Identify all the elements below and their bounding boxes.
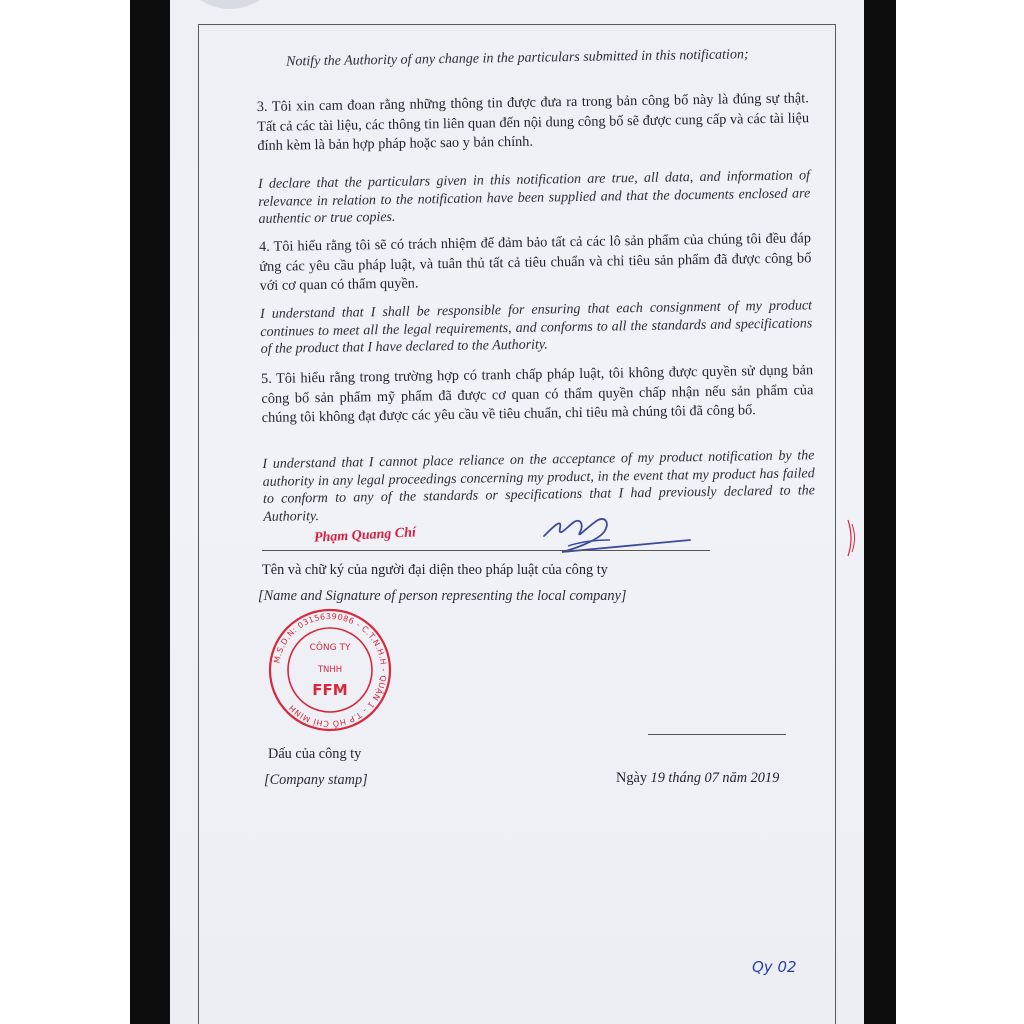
date-signature-line — [648, 734, 786, 735]
left-border-band — [130, 0, 174, 1024]
signature-caption-vietnamese: Tên và chữ ký của người đại diện theo pháp luật của công ty — [262, 562, 608, 578]
stamp-line-3: FFM — [312, 681, 348, 699]
stamp-line-1: CÔNG TY — [309, 643, 351, 653]
stamp-caption-vietnamese: Dấu của công ty — [268, 746, 362, 762]
stamp-seal-icon — [266, 606, 394, 734]
paragraph-5-english: I understand that I cannot place reliance on the acceptance of my product notification by the authority in any legal proceedings concerning my product, in the event that my product has failed to conform to any of the standards or specifications that I had previously declared to the Authority. — [262, 448, 816, 525]
signature-caption-english: [Name and Signature of person representing the local company] — [258, 588, 627, 604]
page-number-handwritten: Qy 02 — [752, 958, 797, 976]
document-date — [616, 770, 779, 787]
stamp-caption-english: [Company stamp] — [264, 772, 368, 788]
paragraph-3-english: I declare that the particulars given in this notification are true, all data, and information of relevance in relation to the notification have been supplied and that the documents enclosed are authentic or true copies. — [257, 168, 811, 227]
paragraph-4-vietnamese: 4. Tôi hiểu rằng tôi sẽ có trách nhiệm để đảm bảo tất cả các lô sản phẩm của chúng tôi đều đáp ứng các yêu cầu pháp luật, và tuân thủ tất cả tiêu chuẩn và chỉ tiêu sản phẩm đã được công bố với cơ quan có thẩm quyền. — [258, 230, 812, 294]
date-prefix: Ngày — [616, 770, 647, 786]
stamp-line-2: TNHH — [317, 665, 343, 675]
edge-bracket-icon — [846, 518, 858, 558]
stamp-ring-text: M.S.D.N: 0315639086 - C.T.N.H.H - QUẬN 1 - T.P HỒ CHÍ MINH — [272, 611, 389, 729]
signature-line — [262, 550, 710, 551]
signer-name-handwritten: Phạm Quang Chí — [313, 525, 417, 546]
paragraph-4-english: I understand that I shall be responsible for ensuring that each consignment of my product continues to meet all the legal requirements, and conforms to all the standards and specifications of the product that I have declared to the Authority. — [259, 298, 813, 357]
paragraph-notify: Notify the Authority of any change in the particulars submitted in this notification; — [286, 47, 749, 70]
right-border-band — [860, 0, 896, 1024]
company-stamp — [266, 606, 394, 734]
date-value: 19 tháng 07 năm 2019 — [650, 770, 780, 786]
paragraph-5-vietnamese: 5. Tôi hiểu rằng trong trường hợp có tranh chấp pháp luật, tôi không được quyền sử dụng bản công bố sản phẩm mỹ phẩm đã được cơ quan có thẩm quyền chấp nhận nếu sản phẩm của chúng tôi không đạt được các yêu cầu về tiêu chuẩn, chỉ tiêu mà chúng tôi đã công bố. — [260, 362, 814, 426]
paragraph-3-vietnamese: 3. Tôi xin cam đoan rằng những thông tin được đưa ra trong bản công bố này là đúng sự thật. Tất cả các tài liệu, các thông tin liên quan đến nội dung công bố sẽ được cung cấp và các tài liệu đính kèm là bản hợp pháp hoặc sao y bản chính. — [256, 90, 810, 154]
document-page — [170, 0, 864, 1024]
signature-icon — [540, 506, 700, 562]
